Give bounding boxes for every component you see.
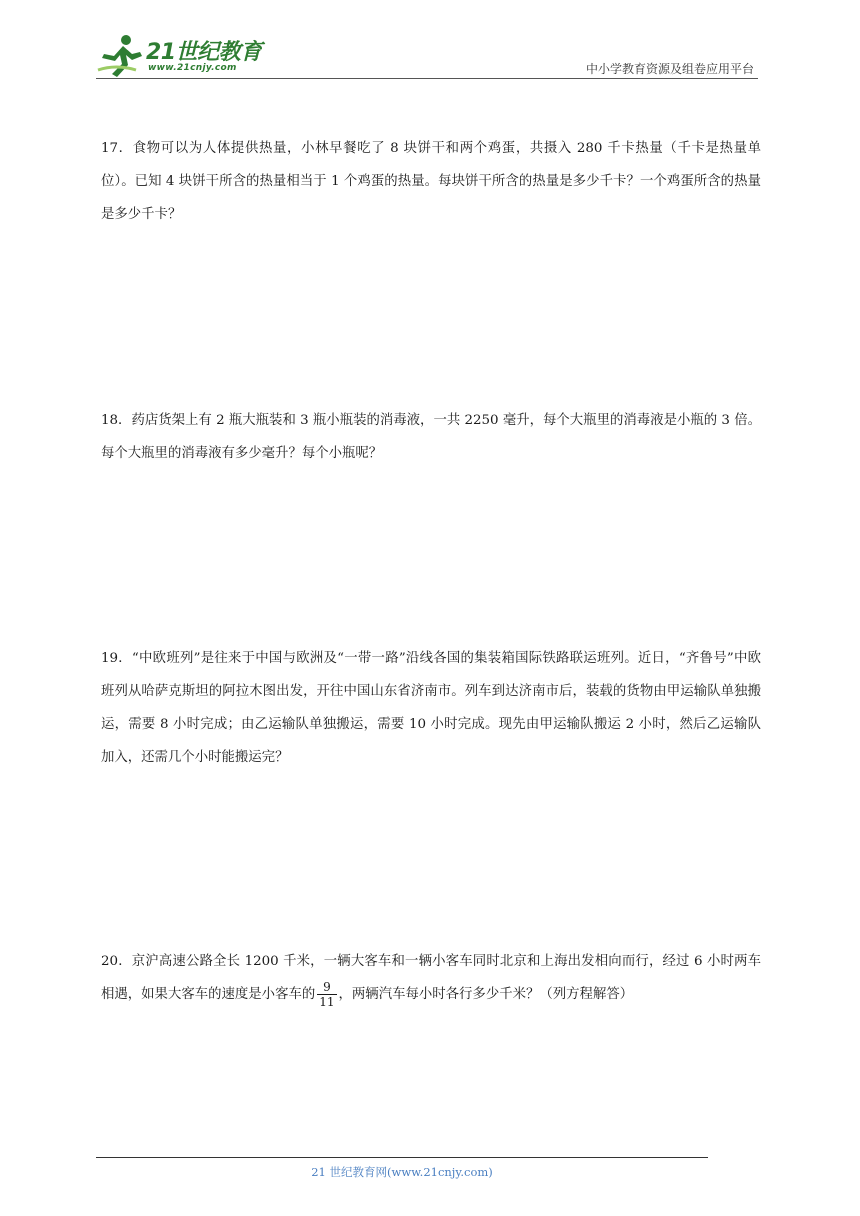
fraction-denominator: 11: [319, 995, 335, 1009]
runner-logo-icon: [96, 30, 148, 80]
question-20-text-before: 20．京沪高速公路全长 1200 千米，一辆大客车和一辆小客车同时北京和上海出发相向而行，经过 6 小时两车相遇，如果大客车的速度是小客车的: [101, 954, 761, 1002]
question-20: [101, 945, 761, 1011]
page-header: [96, 30, 758, 80]
fraction: [317, 980, 336, 1009]
logo-brand-text: 21世纪教育: [146, 40, 262, 65]
fraction-numerator: 9: [317, 980, 336, 995]
question-17: 17．食物可以为人体提供热量，小林早餐吃了 8 块饼干和两个鸡蛋，共摄入 280 千卡热量（千卡是热量单位）。已知 4 块饼干所含的热量相当于 1 个鸡蛋的热量。每块饼干所含的热量是多少千卡？一个鸡蛋所含的热量是多少千卡？: [101, 141, 761, 222]
question-18: 18．药店货架上有 2 瓶大瓶装和 3 瓶小瓶装的消毒液，一共 2250 毫升，每个大瓶里的消毒液是小瓶的 3 倍。每个大瓶里的消毒液有多少毫升？每个小瓶呢？: [101, 413, 761, 461]
platform-name: 中小学教育资源及组卷应用平台: [585, 62, 754, 76]
footer-text: 21 世纪教育网(www.21cnjy.com): [311, 1165, 493, 1179]
question-20-text-after: ，两辆汽车每小时各行多少千米？（列方程解答）: [338, 987, 634, 1002]
footer-divider: [96, 1157, 708, 1158]
logo: [96, 30, 276, 80]
question-19: 19．“中欧班列”是往来于中国与欧洲及“一带一路”沿线各国的集装箱国际铁路联运班列。近日，“齐鲁号”中欧班列从哈萨克斯坦的阿拉木图出发，开往中国山东省济南市。列车到达济南市后，装载的货物由甲运输队单独搬运，需要 8 小时完成；由乙运输队单独搬运，需要 10 小时完成。现先由甲运输队搬运 2 小时，然后乙运输队加入，还需几个小时能搬运完？: [101, 651, 761, 765]
logo-url-text: www.21cnjy.com: [148, 63, 237, 73]
header-divider: [96, 78, 758, 79]
